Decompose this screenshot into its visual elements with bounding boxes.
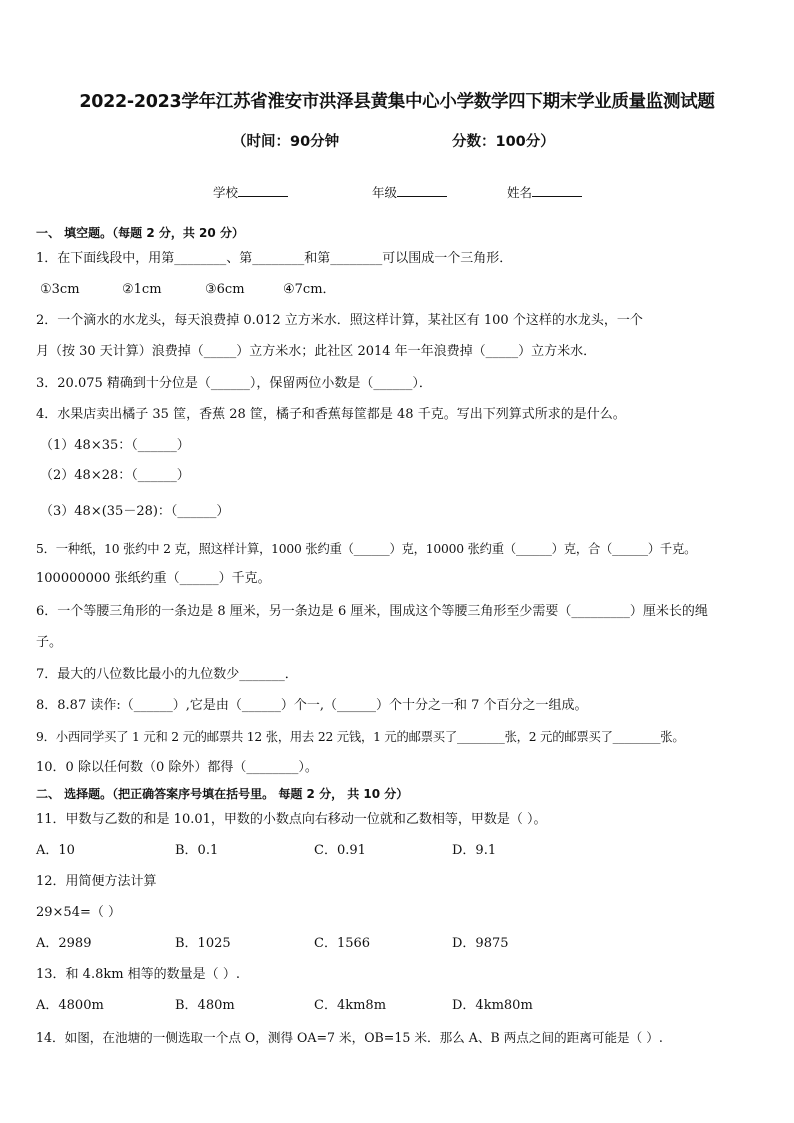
question-10: 10．0 除以任何数（0 除外）都得（________）。 xyxy=(36,760,318,775)
q1-option-2: ②1cm xyxy=(122,282,162,297)
question-12-expression: 29×54=（ ） xyxy=(36,905,122,920)
question-5-line-2: 100000000 张纸约重（______）千克。 xyxy=(36,571,271,586)
name-field xyxy=(507,183,582,201)
q13-option-c: C．4km8m xyxy=(314,998,387,1013)
question-14: 14．如图，在池塘的一侧选取一个点 O，测得 OA=7 米，OB=15 米．那么 A、B 两点之间的距离可能是（ ）. xyxy=(36,1030,663,1045)
question-11: 11．甲数与乙数的和是 10.01，甲数的小数点向右移动一位就和乙数相等，甲数是（ ）。 xyxy=(36,812,547,827)
q13-option-d: D．4km80m xyxy=(452,998,533,1013)
q1-option-1: ①3cm xyxy=(40,282,80,297)
question-1: 1．在下面线段中，用第________、第________和第________可以围成一个三角形． xyxy=(36,251,513,266)
question-2-line-2: 月（按 30 天计算）浪费掉（_____）立方米水；此社区 2014 年一年浪费掉（_____）立方米水． xyxy=(36,344,597,359)
q11-option-d: D．9.1 xyxy=(452,843,497,858)
question-8: 8．8.87 读作:（______）,它是由（______）个一,（______）个十分之一和 7 个百分之一组成。 xyxy=(36,698,588,713)
question-6-line-2: 子。 xyxy=(36,635,63,650)
question-12: 12．用简便方法计算 xyxy=(36,874,157,889)
school-field xyxy=(213,183,288,201)
school-label: 学校 xyxy=(213,185,239,200)
q11-option-c: C．0.91 xyxy=(314,843,366,858)
q12-option-c: C．1566 xyxy=(314,936,371,951)
name-label: 姓名 xyxy=(507,185,533,200)
exam-time: （时间：90分钟 xyxy=(232,134,340,150)
q11-option-a: A．10 xyxy=(36,843,75,858)
q12-option-d: D．9875 xyxy=(452,936,509,951)
question-4: 4．水果店卖出橘子 35 筐，香蕉 28 筐，橘子和香蕉每筐都是 48 千克。写出下列算式所求的是什么。 xyxy=(36,407,626,422)
question-13: 13．和 4.8km 相等的数量是（ ）. xyxy=(36,967,240,982)
question-4-sub-2: （2）48×28：（______） xyxy=(40,468,190,483)
grade-label: 年级 xyxy=(372,185,398,200)
question-4-sub-3: （3）48×(35－28)：（______） xyxy=(40,504,230,519)
question-5-line-1: 5．一种纸，10 张约中 2 克，照这样计算，1000 张约重（______）克，10000 张约重（______）克，合（______）千克。 xyxy=(36,542,697,556)
section-1-heading: 一、 填空题。（每题 2 分，共 20 分） xyxy=(36,226,244,240)
q13-option-b: B．480m xyxy=(175,998,235,1013)
q12-option-a: A．2989 xyxy=(36,936,92,951)
question-6-line-1: 6．一个等腰三角形的一条边是 8 厘米，另一条边是 6 厘米，围成这个等腰三角形至少需要（_________）厘米长的绳 xyxy=(36,604,708,619)
q11-option-b: B．0.1 xyxy=(175,843,219,858)
q12-option-b: B．1025 xyxy=(175,936,231,951)
exam-score: 分数：100分） xyxy=(452,134,555,150)
question-2-line-1: 2．一个滴水的水龙头，每天浪费掉 0.012 立方米水．照这样计算，某社区有 100 个这样的水龙头，一个 xyxy=(36,313,643,328)
grade-blank[interactable] xyxy=(397,184,447,197)
q1-option-4: ④7cm． xyxy=(283,282,336,297)
exam-title: 2022-2023学年江苏省淮安市洪泽县黄集中心小学数学四下期末学业质量监测试题 xyxy=(79,92,715,112)
school-blank[interactable] xyxy=(238,184,288,197)
question-7: 7．最大的八位数比最小的九位数少_______． xyxy=(36,667,298,682)
grade-field xyxy=(372,183,447,201)
question-9: 9．小西同学买了 1 元和 2 元的邮票共 12 张，用去 22 元钱，1 元的邮票买了________张，2 元的邮票买了________张。 xyxy=(36,730,685,744)
section-2-heading: 二、 选择题。（把正确答案序号填在括号里。 每题 2 分， 共 10 分） xyxy=(36,787,409,801)
name-blank[interactable] xyxy=(532,184,582,197)
question-3: 3．20.075 精确到十分位是（______），保留两位小数是（______）． xyxy=(36,376,432,391)
question-4-sub-1: （1）48×35：（______） xyxy=(40,438,190,453)
q13-option-a: A．4800m xyxy=(36,998,104,1013)
q1-option-3: ③6cm xyxy=(205,282,245,297)
